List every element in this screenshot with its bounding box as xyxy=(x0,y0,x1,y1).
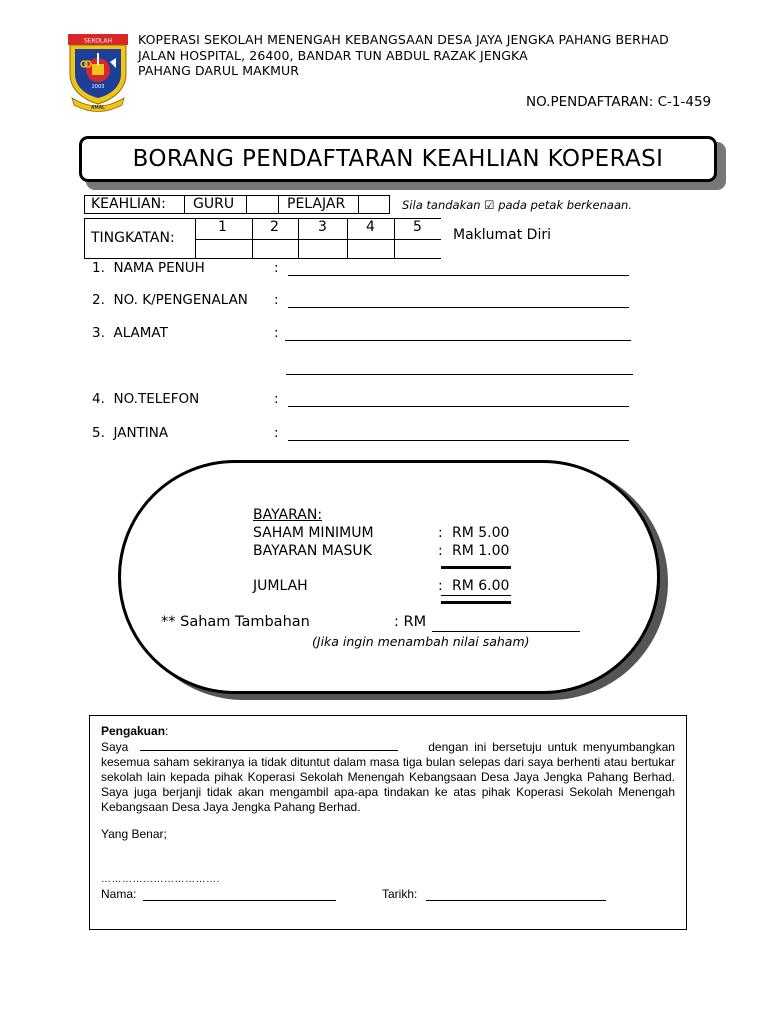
declaration-box: Pengakuan: Saya dengan ini bersetuju untuk menyumbangkan kesemua saham sekiranya ia tidak dituntut dalam masa tiga bulan selepas dari saya berhenti atau bertukar sekolah lain kepada pihak Koperasi Sekolah Menengah Kebangsaan Desa Jaya Jengka Pahang Berhad. Saya juga berjanji tidak akan mengambil apa-apa tindakan ke atas pihak Koperasi Sekolah Menengah Kebangsaan Desa Jaya Jengka Pahang Berhad. Yang Benar; ……………………………. Nama: Tarikh: xyxy=(89,715,687,930)
field-label: JANTINA xyxy=(113,425,169,441)
declaration-text: Saya dengan ini bersetuju untuk menyumbangkan kesemua saham sekiranya ia tidak dituntut dalam masa tiga bulan selepas dari saya berhenti atau bertukar sekolah lain kepada pihak Koperasi Sekolah Menengah Kebangsaan Desa Jaya Jengka Pahang Berhad. Saya juga berjanji tidak akan mengambil apa-apa tindakan ke atas pihak Koperasi Sekolah Menengah Kebangsaan Desa Jaya Jengka Pahang Berhad. xyxy=(101,740,675,814)
jumlah-label: JUMLAH xyxy=(253,578,308,594)
name-input-line[interactable] xyxy=(143,900,336,901)
payment-box xyxy=(118,460,660,694)
subtotal-rule xyxy=(441,566,511,569)
tingkatan-level-2: 2 xyxy=(270,219,279,235)
saham-tambahan-input-line[interactable] xyxy=(432,631,580,632)
tingkatan-4-checkbox[interactable] xyxy=(348,240,394,258)
date-input-line[interactable] xyxy=(426,900,606,901)
svg-text:2003: 2003 xyxy=(91,84,105,90)
no-kp-input-line[interactable] xyxy=(288,307,629,308)
name-label: Nama: xyxy=(101,887,137,901)
tingkatan-2-checkbox[interactable] xyxy=(253,240,298,258)
field-label: NO.TELEFON xyxy=(113,391,200,407)
membership-instruction: Sila tandakan ☑ pada petak berkenaan. xyxy=(402,198,632,212)
svg-text:AMAL: AMAL xyxy=(91,105,105,111)
field-label: NAMA PENUH xyxy=(113,260,205,276)
jantina-input-line[interactable] xyxy=(288,440,629,441)
declarant-name-line[interactable] xyxy=(140,740,398,751)
school-crest-icon xyxy=(66,30,130,112)
form-title: BORANG PENDAFTARAN KEAHLIAN KOPERASI xyxy=(79,136,717,182)
section-title-maklumat-diri: Maklumat Diri xyxy=(453,227,551,243)
declaration-title: Pengakuan xyxy=(101,724,166,738)
membership-option-guru: GURU xyxy=(193,196,235,212)
total-underline xyxy=(441,595,511,596)
alamat-input-line-1[interactable] xyxy=(285,340,631,341)
signature-line[interactable]: ……………………………. xyxy=(101,874,220,885)
alamat-input-line-2[interactable] xyxy=(286,374,633,375)
bayaran-masuk-amount: RM 1.00 xyxy=(452,543,510,559)
svg-text:SEKOLAH: SEKOLAH xyxy=(83,37,113,45)
tingkatan-level-3: 3 xyxy=(318,219,327,235)
saham-minimum-label: SAHAM MINIMUM xyxy=(253,525,374,541)
payment-heading: BAYARAN: xyxy=(253,507,323,523)
bayaran-masuk-label: BAYARAN MASUK xyxy=(253,543,372,559)
nama-penuh-input-line[interactable] xyxy=(288,275,629,276)
school-crest-logo xyxy=(66,30,130,112)
jumlah-amount: RM 6.00 xyxy=(452,578,510,594)
declaration-closing: Yang Benar; xyxy=(101,827,167,841)
org-address-line3: PAHANG DARUL MAKMUR xyxy=(138,63,300,78)
tingkatan-level-4: 4 xyxy=(366,219,375,235)
tingkatan-level-1: 1 xyxy=(218,219,227,235)
date-label: Tarikh: xyxy=(382,887,418,901)
saham-tambahan-note: (Jika ingin menambah nilai saham) xyxy=(312,634,530,649)
registration-number: NO.PENDAFTARAN: C-1-459 xyxy=(526,94,712,110)
field-label: ALAMAT xyxy=(113,325,168,341)
saham-tambahan-label: ** Saham Tambahan xyxy=(161,614,310,630)
tingkatan-5-checkbox[interactable] xyxy=(395,240,441,258)
org-address-line2: JALAN HOSPITAL, 26400, BANDAR TUN ABDUL RAZAK JENGKA xyxy=(138,48,528,63)
pelajar-checkbox[interactable] xyxy=(359,196,389,213)
tingkatan-label: TINGKATAN: xyxy=(91,230,175,246)
no-telefon-input-line[interactable] xyxy=(288,406,629,407)
tingkatan-3-checkbox[interactable] xyxy=(299,240,347,258)
saham-minimum-amount: RM 5.00 xyxy=(452,525,510,541)
saham-tambahan-prefix: : RM xyxy=(394,614,427,630)
membership-label: KEAHLIAN: xyxy=(91,196,166,212)
org-name-line1: KOPERASI SEKOLAH MENENGAH KEBANGSAAN DESA JAYA JENGKA PAHANG BERHAD xyxy=(138,32,669,47)
membership-option-pelajar: PELAJAR xyxy=(287,196,346,212)
tingkatan-level-5: 5 xyxy=(413,219,422,235)
guru-checkbox[interactable] xyxy=(247,196,278,213)
declaration-body: kesemua saham sekiranya ia tidak dituntut dalam masa tiga bulan selepas dari saya berhenti atau bertukar sekolah lain kepada pihak Koperasi Sekolah Menengah Kebangsaan Desa Jaya Jengka Pahang Berhad. Saya juga berjanji tidak akan mengambil apa-apa tindakan ke atas pihak Koperasi Sekolah Menengah Kebangsaan Desa Jaya Jengka Pahang Berhad. xyxy=(101,755,675,814)
field-label: NO. K/PENGENALAN xyxy=(113,292,248,308)
total-rule xyxy=(441,601,511,604)
tingkatan-1-checkbox[interactable] xyxy=(196,240,252,258)
